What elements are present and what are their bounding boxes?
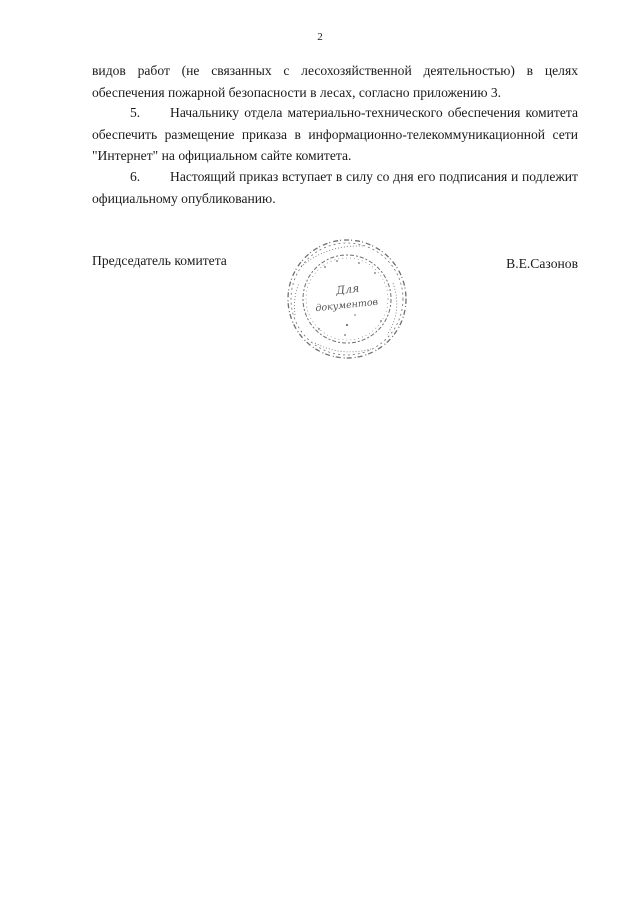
page-number: 2: [317, 31, 323, 43]
signatory-name: В.Е.Сазонов: [506, 256, 578, 271]
item-number: 6.: [130, 169, 141, 184]
paragraph-item-6: [92, 166, 578, 209]
item-number: 5.: [130, 105, 141, 120]
item-text: Начальнику отдела материально-технического обеспечения комитета обеспечить размещение приказа в информационно-телекоммуникационной сети "Интернет" на официальном сайте комитета.: [92, 105, 578, 163]
paragraph-item-5: [92, 102, 578, 167]
item-text: Настоящий приказ вступает в силу со дня его подписания и подлежит официальному опубликованию.: [92, 169, 578, 206]
paragraph-continuation: видов работ (не связанных с лесохозяйственной деятельностью) в целях обеспечения пожарной безопасности в лесах, согласно приложению 3.: [92, 63, 578, 100]
round-seal-icon: [285, 237, 409, 361]
signatory-title: Председатель комитета: [92, 253, 227, 268]
stamp-text-line1: Для: [335, 281, 360, 298]
stamp-text-line2: документов: [314, 296, 379, 315]
